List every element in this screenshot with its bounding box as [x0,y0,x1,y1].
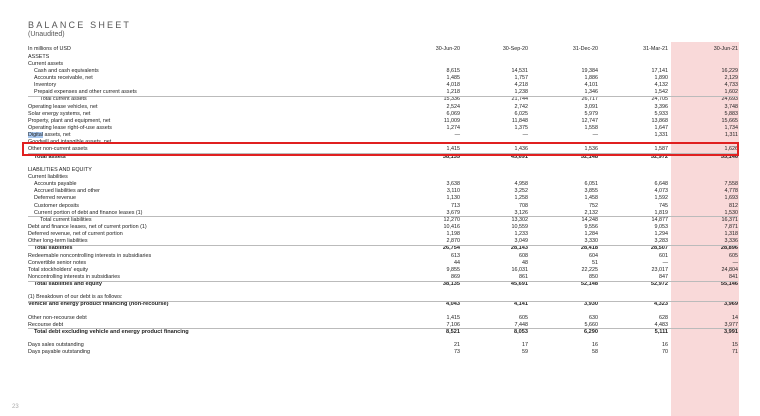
cell-value: 1,218 [446,89,460,96]
table-row [0,125,760,132]
cell-value: 17 [522,342,528,349]
table-row [0,111,760,118]
table-row [0,342,760,349]
cell-value: 1,602 [724,89,738,96]
cell-value: 2,742 [514,103,528,110]
row-label: Solar energy systems, net [28,110,91,117]
cell-value: 5,111 [654,328,668,335]
cell-value: 3,110 [446,188,460,195]
cell-value: 16,371 [721,216,738,223]
cell-value: 1,415 [446,314,460,321]
table-row [0,329,760,336]
row-label: LIABILITIES AND EQUITY [28,166,92,173]
header-row [0,46,760,53]
cell-value: 45,691 [510,281,528,288]
table-row [0,203,760,210]
table-row [0,245,760,252]
cell-value: 6,648 [654,181,668,188]
cell-value: 28,896 [720,245,738,252]
cell-value: 71 [732,349,738,356]
cell-value: 4,958 [514,181,528,188]
cell-value: 1,233 [514,231,528,238]
cell-value: 1,284 [584,231,598,238]
table-row [0,195,760,202]
table-row [0,61,760,68]
cell-value: 52,148 [580,281,598,288]
cell-value: — [454,132,460,139]
row-label: ASSETS [28,53,50,60]
row-label: Other non-recourse debt [28,314,87,321]
cell-value: 3,855 [584,188,598,195]
cell-value: 9,053 [654,223,668,230]
cell-value: 15 [732,342,738,349]
cell-value: 628 [659,314,668,321]
cell-value: 16,031 [511,266,528,273]
column-header: 30-Jun-21 [713,46,738,52]
cell-value: 1,886 [584,74,598,81]
row-label: Cash and cash equivalents [34,67,99,74]
cell-value: 8,615 [446,67,460,74]
cell-value: 38,135 [442,281,460,288]
cell-value: 1,258 [514,195,528,202]
row-label: Property, plant and equipment, net [28,117,111,124]
row-label: Other long-term liabilities [28,238,88,245]
cell-value: 7,448 [514,321,528,328]
row-label: Vehicle and energy product financing (non-recourse) [28,301,169,308]
column-header: 30-Jun-20 [435,46,460,52]
cell-value: 24,804 [721,266,738,273]
cell-value: 21,744 [511,96,528,103]
table-row [0,349,760,356]
cell-value: 1,318 [724,231,738,238]
units-label: In millions of USD [28,46,71,52]
cell-value: 5,933 [654,110,668,117]
cell-value: 9,855 [446,266,460,273]
row-label: Accounts receivable, net [34,74,93,81]
row-label: Debt and finance leases, net of current portion (1) [28,223,147,230]
cell-value: 3,330 [584,238,598,245]
table-row [0,315,760,322]
row-label: (1) Breakdown of our debt is as follows: [28,294,123,301]
cell-value: 7,871 [724,223,738,230]
table-row [0,188,760,195]
cell-value: 1,757 [514,74,528,81]
cell-value: 2,132 [584,209,598,216]
cell-value: 4,218 [514,82,528,89]
column-header: 31-Dec-20 [572,46,598,52]
cell-value: 70 [662,349,668,356]
table-row [0,301,760,308]
cell-value: 55,146 [720,281,738,288]
cell-value: 1,592 [654,195,668,202]
page-number: 23 [12,404,19,410]
cell-value: 13,302 [511,216,528,223]
cell-value: 1,198 [446,231,460,238]
cell-value: 4,132 [654,82,668,89]
row-label: Days payable outstanding [28,349,91,356]
cell-value: 3,977 [724,321,738,328]
cell-value: — [662,259,668,266]
cell-value: 13,868 [651,117,668,124]
cell-value: 608 [519,252,528,259]
cell-value: — [592,132,598,139]
cell-value: 841 [729,274,738,280]
cell-value: 5,979 [584,110,598,117]
cell-value: 3,991 [724,328,738,335]
cell-value: 745 [659,202,668,209]
cell-value: 601 [659,252,668,259]
row-label: Other non-current assets [28,146,88,153]
cell-value: 1,542 [654,89,668,96]
cell-value: 861 [519,274,528,280]
cell-value: 19,384 [581,67,598,74]
cell-value: 1,626 [724,146,738,153]
table-row [0,96,760,103]
cell-value: 4,101 [584,82,598,89]
table-row [0,231,760,238]
table-row [0,260,760,267]
cell-value: 4,323 [654,301,668,308]
cell-value: 1,693 [724,195,738,202]
column-header: 31-Mar-21 [643,46,668,52]
cell-value: 605 [519,314,528,321]
cell-value: 2,129 [724,74,738,81]
row-label: Current portion of debt and finance leases (1) [34,209,143,216]
row-label: Inventory [34,82,57,89]
red-highlight-box [22,142,739,156]
cell-value: 1,331 [654,132,668,139]
table-row [0,267,760,274]
cell-value: 10,559 [511,223,528,230]
cell-value: 9,556 [584,223,598,230]
cell-value: 1,485 [446,74,460,81]
cell-value: 3,638 [446,181,460,188]
cell-value: 630 [589,314,598,321]
cell-value: 59 [522,349,528,356]
row-label: Total debt excluding vehicle and energy product financing [34,328,189,335]
row-label: Accounts payable [34,181,77,188]
row-label: Deferred revenue [34,195,76,202]
table-row [0,281,760,288]
cell-value: 1,311 [724,132,738,139]
cell-value: 1,536 [584,146,598,153]
cell-value: 23,017 [651,266,668,273]
row-divider [28,281,738,282]
cell-value: 15,336 [443,96,460,103]
cell-value: 3,252 [514,188,528,195]
cell-value: 48 [522,259,528,266]
table-row [0,82,760,89]
cell-value: 14,248 [581,216,598,223]
cell-value: 22,225 [581,266,598,273]
cell-value: 26,717 [581,96,598,103]
cell-value: — [732,259,738,266]
row-label: Operating lease vehicles, net [28,103,98,110]
cell-value: 708 [519,202,528,209]
cell-value: 1,436 [514,146,528,153]
cell-value: 12,747 [581,117,598,124]
cell-value: 16 [662,342,668,349]
cell-value: 73 [454,349,460,356]
table-row [0,174,760,181]
cell-value: 1,238 [514,89,528,96]
cell-value: 7,106 [446,321,460,328]
cell-value: 1,274 [446,125,460,131]
cell-value: 847 [659,274,668,280]
cell-value: 44 [454,259,460,266]
cell-value: 24,705 [651,96,668,103]
cell-value: 3,336 [724,238,738,245]
cell-value: 4,733 [724,82,738,89]
table-row [0,68,760,75]
row-label: Recourse debt [28,321,64,328]
table-row [0,75,760,82]
row-divider [28,301,738,302]
cell-value: 4,073 [654,188,668,195]
table-row [0,181,760,188]
cell-value: 28,418 [580,245,598,252]
cell-value: 8,053 [514,328,528,335]
cell-value: 5,660 [584,321,598,328]
cell-value: 1,734 [724,125,738,131]
cell-value: 12,270 [443,216,460,223]
cell-value: 14,531 [511,67,528,74]
page-subtitle: (Unaudited) [28,31,65,38]
row-label: Prepaid expenses and other current assets [34,89,137,96]
table-row [0,132,760,139]
table-row [0,167,760,174]
cell-value: 1,890 [654,74,668,81]
cell-value: 869 [451,274,460,280]
cell-value: 3,679 [446,209,460,216]
cell-value: 3,283 [654,238,668,245]
cell-value: 38,135 [442,153,460,160]
row-label: Convertible senior notes [28,259,87,266]
cell-value: 3,396 [654,103,668,110]
cell-value: — [522,132,528,139]
cell-value: 2,524 [446,103,460,110]
cell-value: 14 [732,314,738,321]
cell-value: 4,778 [724,188,738,195]
cell-value: 16,229 [721,67,738,74]
cell-value: 2,870 [446,238,460,245]
cell-value: 1,558 [584,125,598,131]
cell-value: 7,558 [724,181,738,188]
cell-value: 605 [729,252,738,259]
row-label: Accrued liabilities and other [34,188,100,195]
cell-value: 4,043 [446,301,460,308]
cell-value: 3,091 [584,103,598,110]
cell-value: 752 [589,202,598,209]
cell-value: 3,930 [584,301,598,308]
row-divider [28,216,738,217]
cell-value: 11,009 [443,117,460,124]
table-row [0,253,760,260]
table-row [0,104,760,111]
cell-value: 1,346 [584,89,598,96]
cell-value: 1,130 [446,195,460,202]
cell-value: 15,665 [721,117,738,124]
row-label: Days sales outstanding [28,342,84,349]
cell-value: 28,507 [650,245,668,252]
cell-value: 3,969 [724,301,738,308]
row-label: Total liabilities and equity [34,281,102,288]
row-label: Redeemable noncontrolling interests in subsidiaries [28,252,152,259]
row-divider [28,328,738,329]
cell-value: 1,375 [514,125,528,131]
cell-value: 4,483 [654,321,668,328]
row-label: Goodwill and intangible assets, net [28,139,112,146]
cell-value: 10,416 [443,223,460,230]
row-label: Total current liabilities [40,216,92,223]
row-label: Customer deposits [34,202,79,209]
cell-value: 4,018 [446,82,460,89]
row-label: Operating lease right-of-use assets [28,125,112,131]
cell-value: 1,415 [446,146,460,153]
cell-value: 1,294 [654,231,668,238]
row-label: Current liabilities [28,173,68,180]
cell-value: 604 [589,252,598,259]
row-label: Noncontrolling interests in subsidiaries [28,274,120,280]
cell-value: 14,877 [651,216,668,223]
cell-value: 51 [592,259,598,266]
cell-value: 45,691 [510,153,528,160]
row-divider [28,96,738,97]
cell-value: 3,126 [514,209,528,216]
table-row [0,54,760,61]
cell-value: 6,051 [584,181,598,188]
cell-value: 3,049 [514,238,528,245]
cell-value: 1,647 [654,125,668,131]
cell-value: 52,972 [650,281,668,288]
row-label: Total current assets [40,96,87,103]
table-row [0,118,760,125]
table-row [0,217,760,224]
page-title: BALANCE SHEET [28,20,132,30]
cell-value: 4,141 [514,301,528,308]
cell-value: 812 [729,202,738,209]
cell-value: 52,972 [650,153,668,160]
row-label: Current assets [28,60,64,67]
cell-value: 1,458 [584,195,598,202]
row-label: Total assets [34,153,66,160]
cell-value: 26,754 [442,245,460,252]
cell-value: 17,141 [651,67,668,74]
cell-value: 21 [454,342,460,349]
cell-value: 6,025 [514,110,528,117]
table-row [0,224,760,231]
row-label: Digital assets, net [28,132,71,139]
cell-value: 613 [451,252,460,259]
row-divider [28,245,738,246]
cell-value: 1,819 [654,209,668,216]
cell-value: 8,521 [446,328,460,335]
cell-value: 6,069 [446,110,460,117]
cell-value: 850 [589,274,598,280]
cell-value: 1,530 [724,209,738,216]
row-label: Total stockholders' equity [28,266,89,273]
cell-value: 55,146 [720,153,738,160]
cell-value: 16 [592,342,598,349]
column-header: 30-Sep-20 [502,46,528,52]
cell-value: 6,290 [584,328,598,335]
row-label: Total liabilities [34,245,73,252]
cell-value: 11,848 [511,117,528,124]
cell-value: 3,748 [724,103,738,110]
cell-value: 28,143 [510,245,528,252]
cell-value: 5,883 [724,110,738,117]
cell-value: 1,587 [654,146,668,153]
cell-value: 713 [451,202,460,209]
cell-value: 58 [592,349,598,356]
row-label: Deferred revenue, net of current portion [28,231,123,238]
cell-value: 52,148 [580,153,598,160]
cell-value: 24,693 [721,96,738,103]
